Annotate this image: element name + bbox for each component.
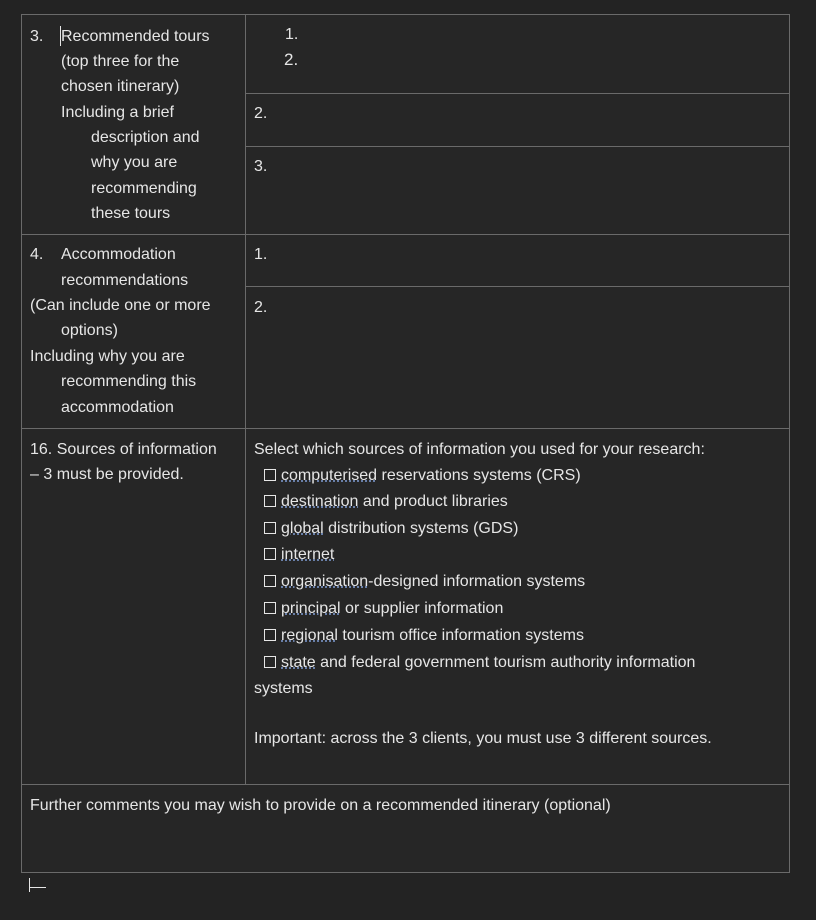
source-option-state-wrap: systems — [254, 680, 313, 697]
source-underlined: principal — [281, 600, 341, 617]
checkbox-icon[interactable] — [264, 469, 276, 481]
tour-item-1: 1. — [285, 26, 299, 43]
sources-important-note: Important: across the 3 clients, you must use 3 different sources. — [254, 730, 712, 747]
tours-line: these tours — [91, 205, 171, 222]
tours-line: (top three for the — [61, 53, 180, 70]
accommodation-line: options) — [61, 322, 118, 339]
accommodation-answer-cell-2[interactable] — [245, 286, 790, 429]
accommodation-title: Accommodation — [61, 246, 176, 263]
tours-answer-cell-2[interactable] — [245, 93, 790, 147]
source-option-regional[interactable] — [264, 623, 584, 648]
source-underlined: global — [281, 520, 324, 537]
accommodation-item-2: 2. — [254, 299, 268, 316]
source-option-state[interactable] — [264, 650, 695, 675]
accommodation-answer-cell-1[interactable] — [245, 234, 790, 287]
source-underlined: state — [281, 654, 316, 671]
accommodation-line: accommodation — [61, 399, 174, 416]
sources-subtitle: – 3 must be provided. — [30, 466, 184, 483]
source-rest: and product libraries — [358, 493, 508, 510]
tours-number: 3. — [30, 28, 44, 45]
source-underlined: organisation — [281, 573, 369, 590]
checkbox-icon[interactable] — [264, 548, 276, 560]
tours-line: chosen itinerary) — [61, 78, 180, 95]
source-rest: -designed information systems — [368, 573, 586, 590]
source-rest: tourism office information systems — [337, 627, 584, 644]
source-underlined: computerised — [281, 467, 378, 484]
source-option-internet[interactable] — [264, 542, 334, 567]
checkbox-icon[interactable] — [264, 522, 276, 534]
accommodation-line: Including why you are — [30, 348, 185, 365]
source-rest: and federal government tourism authority information — [315, 654, 696, 671]
source-rest: distribution systems (GDS) — [323, 520, 519, 537]
tours-answer-cell-3[interactable] — [245, 146, 790, 235]
tour-item-3: 3. — [254, 158, 268, 175]
source-option-libraries[interactable] — [264, 489, 508, 514]
source-rest: or supplier information — [340, 600, 504, 617]
tour-item-2b: 2. — [254, 105, 268, 122]
tour-item-2: 2. — [284, 50, 299, 69]
accommodation-line: (Can include one or more — [30, 297, 211, 314]
accommodation-line: recommending this — [61, 373, 197, 390]
source-underlined: regional — [281, 627, 338, 644]
checkbox-icon[interactable] — [264, 495, 276, 507]
tours-line: why you are — [91, 154, 178, 171]
source-underlined: destination — [281, 493, 359, 510]
sources-title: 16. Sources of information — [30, 441, 217, 458]
source-underlined: internet — [281, 546, 335, 563]
cursor-underline — [29, 887, 46, 888]
source-rest: reservations systems (CRS) — [377, 467, 581, 484]
tours-answer-cell-1[interactable] — [245, 14, 790, 94]
accommodation-item-1: 1. — [254, 246, 268, 263]
tours-line: recommending — [91, 180, 197, 197]
tours-title: Recommended tours — [61, 28, 210, 45]
tours-line: Including a brief — [61, 104, 174, 121]
accommodation-number: 4. — [30, 246, 44, 263]
checkbox-icon[interactable] — [264, 629, 276, 641]
source-option-crs[interactable] — [264, 463, 581, 488]
text-cursor-bottom — [29, 878, 30, 892]
sources-intro: Select which sources of information you used for your research: — [254, 441, 705, 458]
source-option-principal[interactable] — [264, 596, 503, 621]
checkbox-icon[interactable] — [264, 575, 276, 587]
checkbox-icon[interactable] — [264, 602, 276, 614]
comments-label: Further comments you may wish to provide on a recommended itinerary (optional) — [30, 797, 611, 814]
tours-line: description and — [91, 129, 200, 146]
source-option-organisation[interactable] — [264, 569, 585, 594]
source-option-gds[interactable] — [264, 516, 518, 541]
checkbox-icon[interactable] — [264, 656, 276, 668]
accommodation-line: recommendations — [61, 272, 189, 289]
